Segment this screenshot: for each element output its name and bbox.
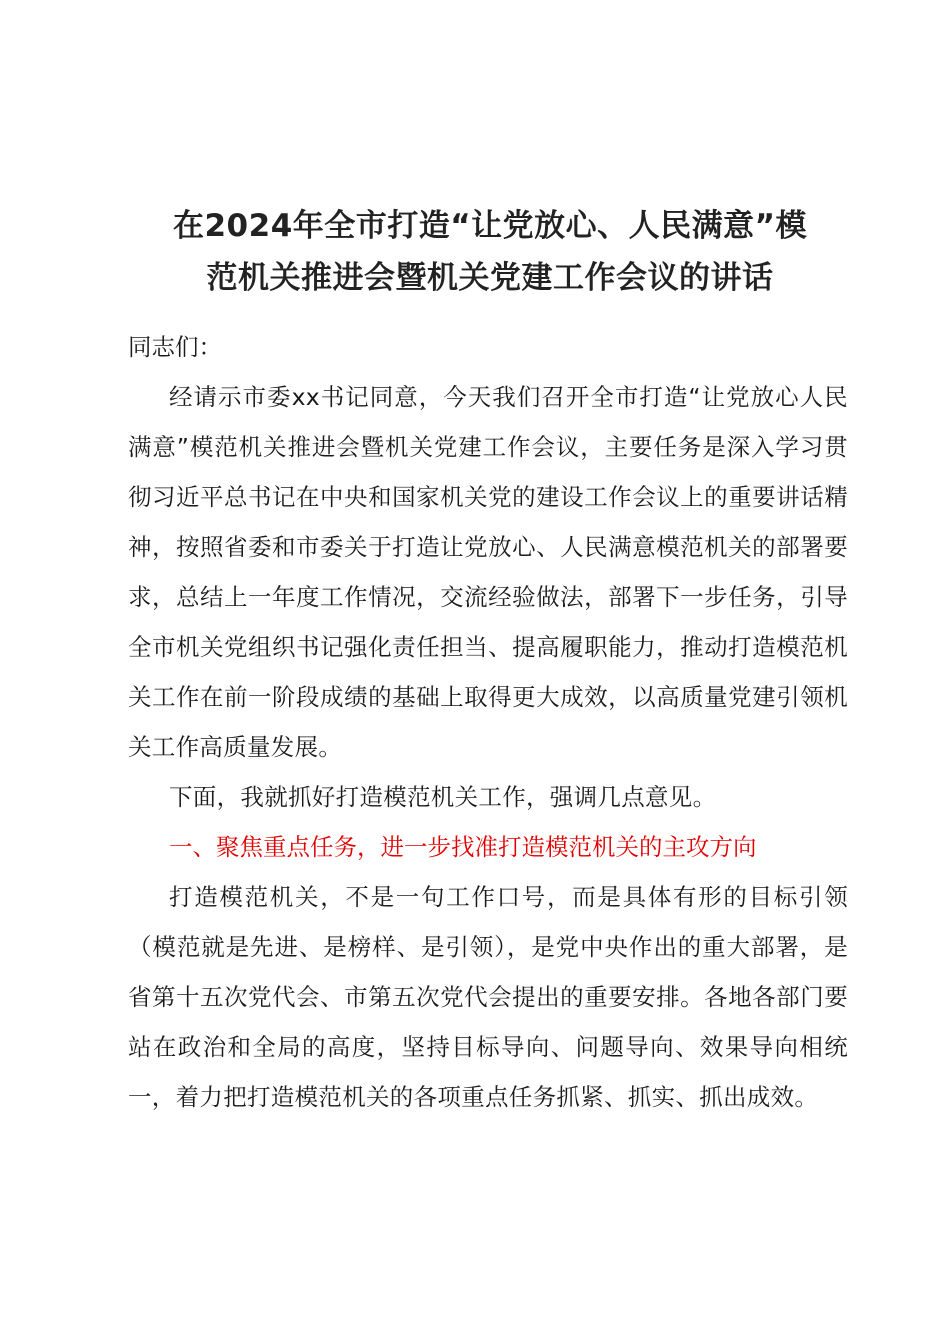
document-title bbox=[110, 200, 870, 304]
paragraph-intro: 经请示市委xx书记同意，今天我们召开全市打造“让党放心人民满意”模范机关推进会暨机关党建工作会议，主要任务是深入学习贯彻习近平总书记在中央和国家机关党的建设工作会议上的重要讲话精神，按照省委和市委关于打造让党放心、人民满意模范机关的部署要求，总结上一年度工作情况，交流经验做法，部署下一步任务，引导全市机关党组织书记强化责任担当、提高履职能力，推动打造模范机关工作在前一阶段成绩的基础上取得更大成效，以高质量党建引领机关工作高质量发展。 bbox=[128, 383, 848, 761]
salutation: 同志们： bbox=[128, 333, 222, 361]
document-body bbox=[128, 322, 848, 1122]
title-line-1: 在2024年全市打造“让党放心、人民满意”模 bbox=[172, 208, 808, 244]
paragraph-outline: 下面，我就抓好打造模范机关工作，强调几点意见。 bbox=[169, 783, 717, 811]
title-line-2: 范机关推进会暨机关党建工作会议的讲话 bbox=[206, 260, 774, 296]
paragraph-section-1: 打造模范机关，不是一句工作口号，而是具体有形的目标引领（模范就是先进、是榜样、是引领），是党中央作出的重大部署，是省第十五次党代会、市第五次党代会提出的重要安排。各地各部门要站在政治和全局的高度，坚持目标导向、问题导向、效果导向相统一，着力把打造模范机关的各项重点任务抓紧、抓实、抓出成效。 bbox=[128, 883, 848, 1111]
section-heading-1: 一、聚焦重点任务，进一步找准打造模范机关的主攻方向 bbox=[169, 833, 757, 861]
